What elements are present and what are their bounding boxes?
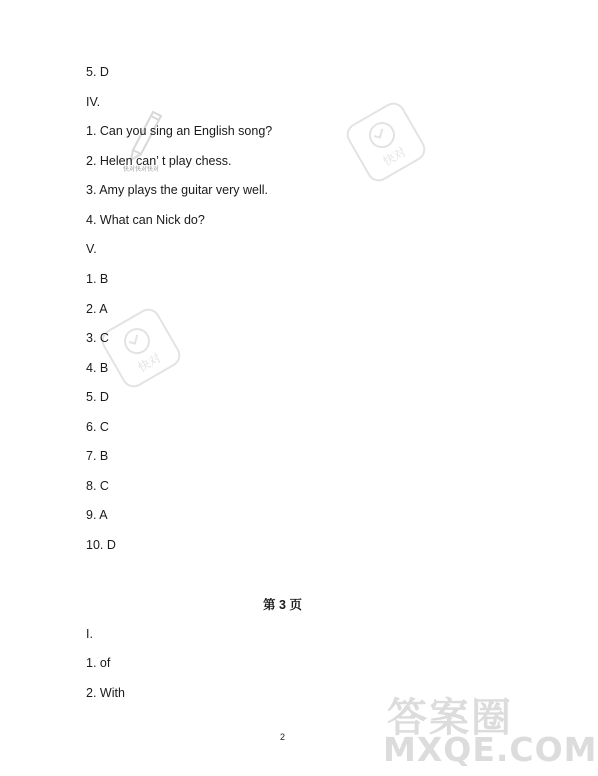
answer-line: 2. A: [86, 302, 108, 316]
answer-line: 2. With: [86, 686, 125, 700]
answer-line: 3. C: [86, 331, 109, 345]
section-label: IV.: [86, 95, 101, 109]
brand-url-watermark: MXQE.COM: [383, 730, 598, 769]
answer-line: 10. D: [86, 538, 116, 552]
answer-line: 4. What can Nick do?: [86, 213, 205, 227]
page-number: 2: [279, 732, 285, 742]
watermark-caption: 快对快对快对: [123, 166, 160, 173]
answer-line: 5. D: [86, 390, 109, 404]
answer-line: 9. A: [86, 508, 108, 522]
answer-line: 8. C: [86, 479, 109, 493]
answer-line: 6. C: [86, 420, 109, 434]
section-heading: 第 3 页: [263, 598, 302, 612]
watermark-stamp-text: 快对: [135, 350, 164, 375]
answer-line: 5. D: [86, 65, 109, 79]
answer-line: 3. Amy plays the guitar very well.: [86, 183, 269, 197]
answer-line: 7. B: [86, 449, 109, 463]
answer-line: 2. Helen can’ t play chess.: [86, 154, 232, 168]
section-label: V.: [86, 242, 97, 256]
answer-line: 1. B: [86, 272, 109, 286]
answer-line: 1. Can you sing an English song?: [86, 124, 273, 138]
section-label: I.: [86, 627, 93, 641]
answer-line: 4. B: [86, 361, 109, 375]
brand-watermark: 答案圈: [387, 695, 513, 741]
answer-line: 1. of: [86, 656, 111, 670]
watermark-stamp-text: 快对: [380, 144, 409, 169]
